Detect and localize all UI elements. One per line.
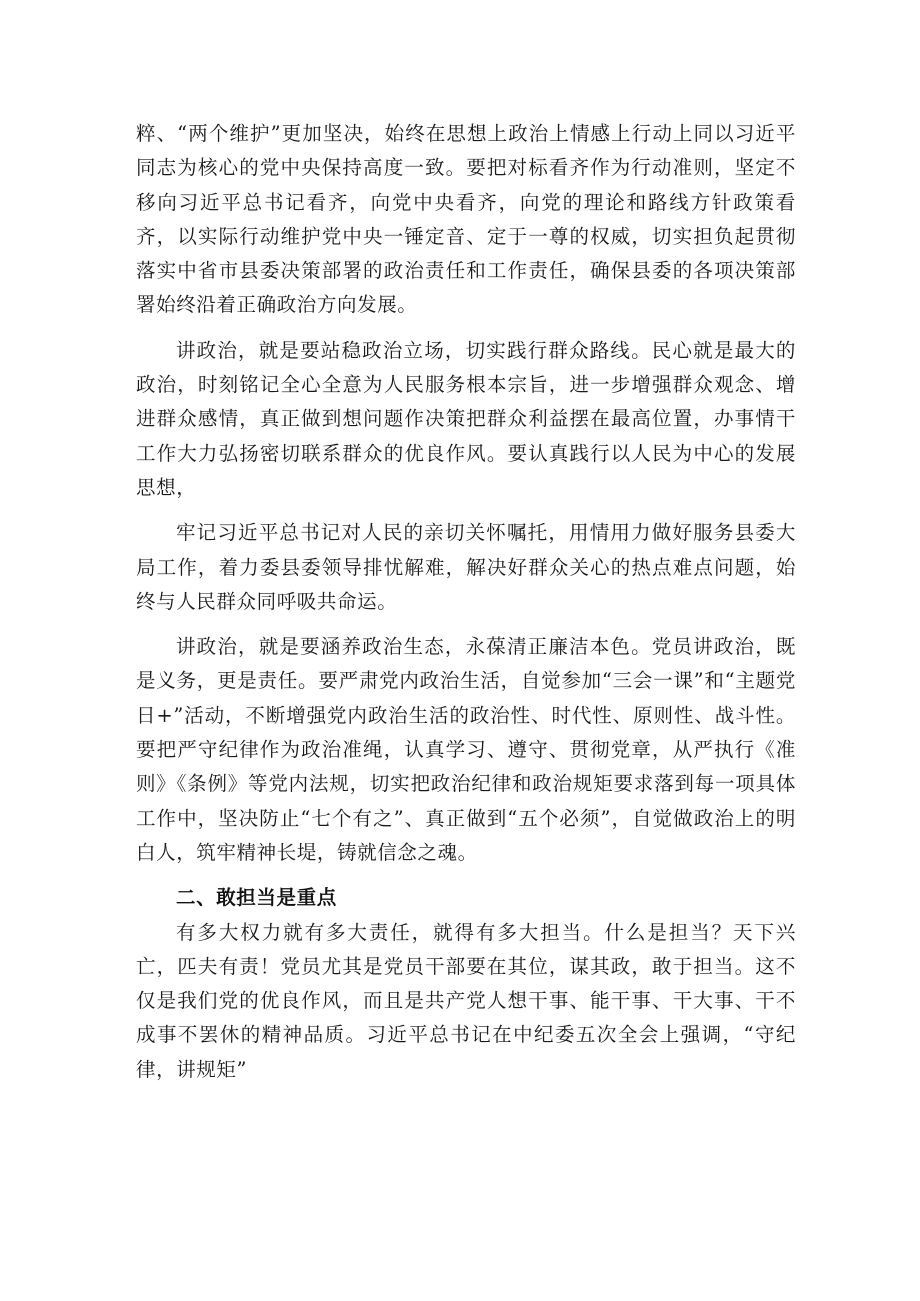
section-heading: 二、敢担当是重点: [176, 886, 337, 910]
paragraph-responsibility: 有多大权力就有多大责任，就得有多大担当。什么是担当？天下兴亡，匹夫有责！党员尤其是党员干部要在其位，谋其政，敢于担当。这不仅是我们党的优良作风，而且是共产党人想干事、能干事、干大事、干不成事不罢休的精神品质。习近平总书记在中纪委五次全会上强调，“守纪律，讲规矩”: [136, 920, 796, 1081]
paragraph-continuation: 粹、“两个维护”更加坚决，始终在思想上政治上情感上行动上同以习近平同志为核心的党中央保持高度一致。要把对标看齐作为行动准则，坚定不移向习近平总书记看齐，向党中央看齐，向党的理论和路线方针政策看齐，以实际行动维护党中央一锤定音、定于一尊的权威，切实担负起贯彻落实中省市县委决策部署的政治责任和工作责任，确保县委的各项决策部署始终沿着正确政治方向发展。: [136, 122, 796, 317]
paragraph-political-ecology: 讲政治，就是要涵养政治生态，永葆清正廉洁本色。党员讲政治，既是义务，更是责任。要严肃党内政治生活，自觉参加“三会一课”和“主题党日+”活动，不断增强党内政治生活的政治性、时代性、原则性、战斗性。要把严守纪律作为政治准绳，认真学习、遵守、贯彻党章，从严执行《准则》《条例》等党内法规，切实把政治纪律和政治规矩要求落到每一项具体工作中，坚决防止“七个有之”、真正做到“五个必须”，自觉做政治上的明白人，筑牢精神长堤，铸就信念之魂。: [136, 635, 796, 864]
paragraph-people-centered: 牢记习近平总书记对人民的亲切关怀嘱托，用情用力做好服务县委大局工作，着力委县委领导排忧解难，解决好群众关心的热点难点问题，始终与人民群众同呼吸共命运。: [136, 521, 796, 613]
paragraph-political-stance: 讲政治，就是要站稳政治立场，切实践行群众路线。民心就是最大的政治，时刻铭记全心全意为人民服务根本宗旨，进一步增强群众观念、增进群众感情，真正做到想问题作决策把群众利益摆在最高位置，办事情干工作大力弘扬密切联系群众的优良作风。要认真践行以人民为中心的发展思想，: [136, 338, 796, 499]
document-body: [136, 117, 796, 1087]
